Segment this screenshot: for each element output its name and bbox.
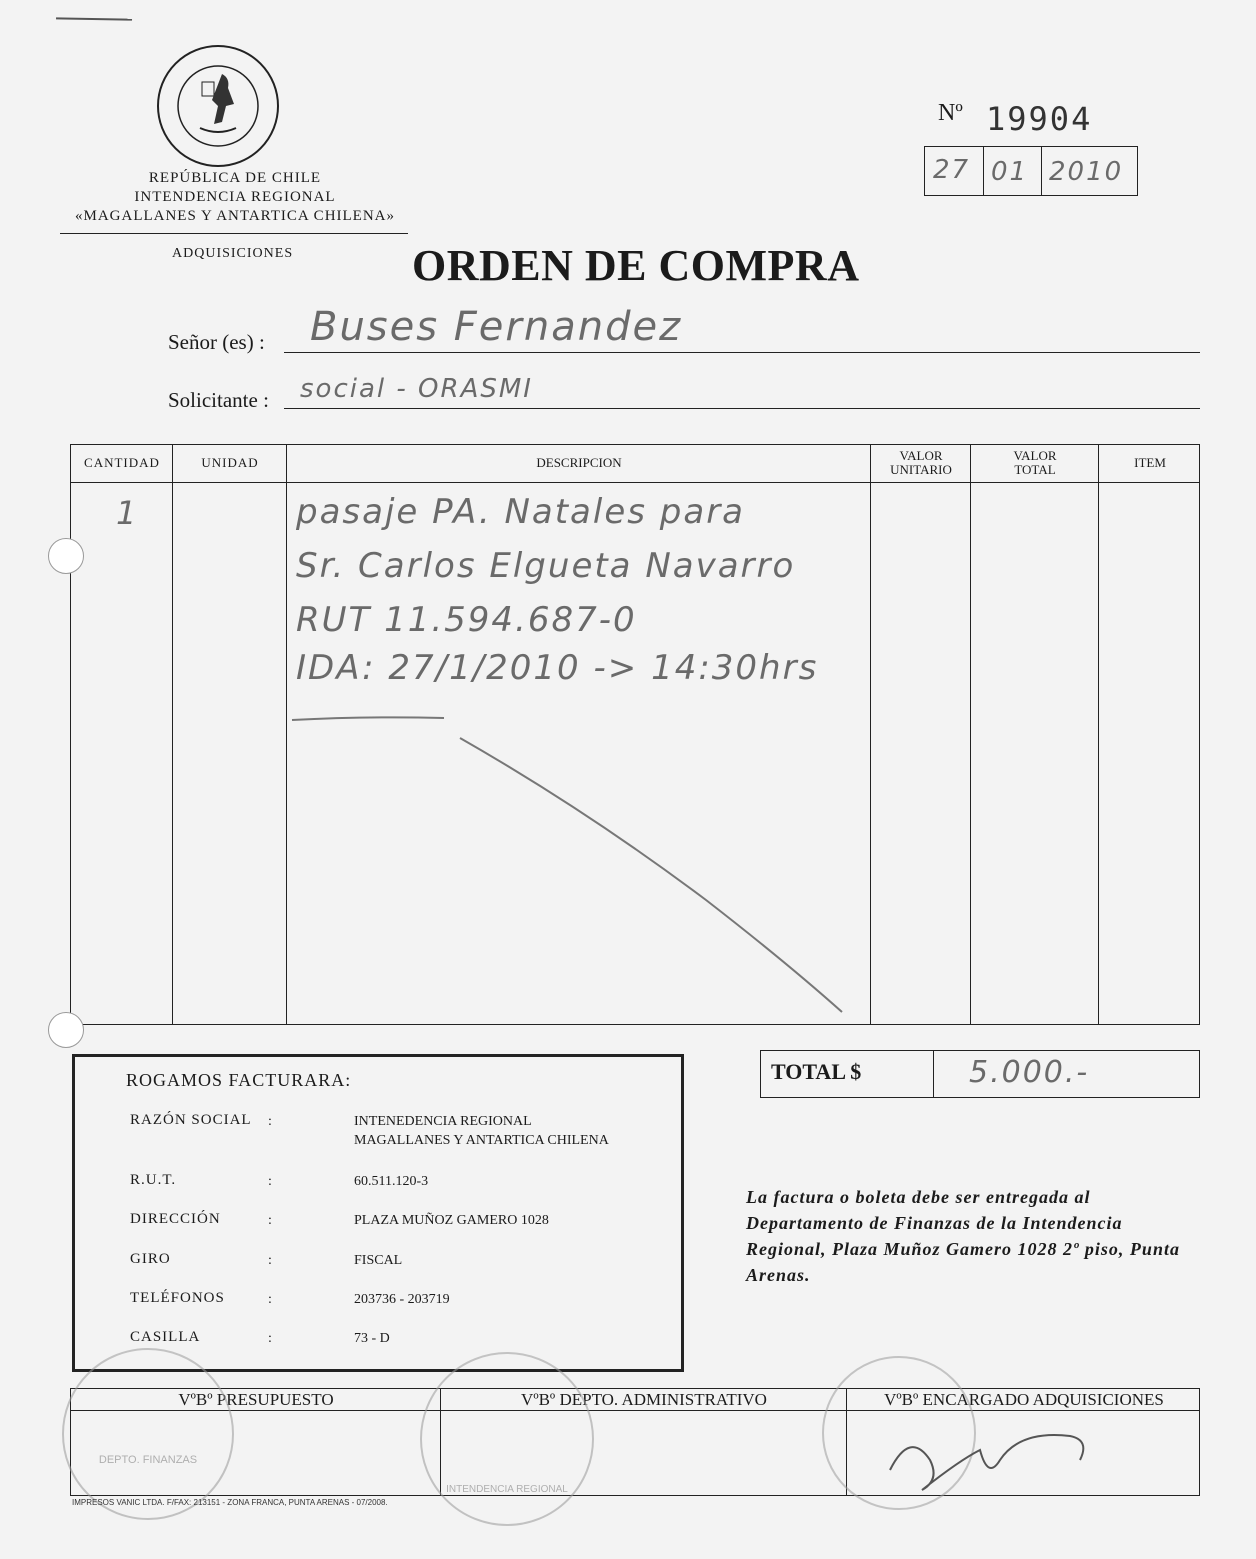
billing-value-casilla: 73 - D [354, 1331, 390, 1346]
header-valor-unitario-2: UNITARIO [890, 462, 952, 477]
billing-label-telefonos: TELÉFONOS [130, 1290, 225, 1306]
finance-stamp-center [420, 1352, 594, 1526]
org-line-1: REPÚBLICA DE CHILE [148, 170, 322, 186]
header-valor-unitario-1: VALOR [899, 448, 943, 463]
billing-colon: : [268, 1292, 272, 1307]
billing-colon: : [268, 1253, 272, 1268]
billing-value-razon-social-2: MAGALLANES Y ANTARTICA CHILENA [354, 1133, 609, 1148]
number-label: Nº [938, 100, 963, 126]
pen-mark [56, 17, 132, 24]
billing-colon: : [268, 1213, 272, 1228]
billing-value-direccion: PLAZA MUÑOZ GAMERO 1028 [354, 1213, 549, 1228]
description-line-3: RUT 11.594.687-0 [296, 600, 637, 640]
date-year: 2010 [1049, 157, 1124, 187]
stamp-dept-text: DEPTO. FINANZAS [98, 1454, 198, 1466]
solicitante-label: Solicitante : [168, 388, 269, 412]
table-header-divider [70, 482, 1200, 483]
solicitante-line [284, 408, 1200, 409]
printer-footer: IMPRESOS VANIC LTDA. F/FAX: 213151 - ZONA FRANCA, PUNTA ARENAS - 07/2008. [72, 1498, 388, 1507]
billing-colon: : [268, 1331, 272, 1346]
description-line-2: Sr. Carlos Elgueta Navarro [296, 546, 796, 586]
description-line-4: IDA: 27/1/2010 -> 14:30hrs [296, 648, 819, 688]
header-valor-total-2: TOTAL [1014, 462, 1056, 477]
invoice-notice: La factura o boleta debe ser entregada al Departamento de Finanzas de la Intendencia Regional, Plaza Muñoz Gamero 1028 2º piso, Punta Arenas. [746, 1187, 1180, 1285]
billing-label-giro: GIRO [130, 1251, 171, 1267]
billing-value-telefonos: 203736 - 203719 [354, 1292, 450, 1307]
approval-adquisiciones: VºBº ENCARGADO ADQUISICIONES [884, 1390, 1164, 1409]
billing-value-giro: FISCAL [354, 1253, 403, 1268]
date-box [924, 146, 1138, 196]
billing-colon: : [268, 1114, 272, 1129]
approval-administrativo: VºBº DEPTO. ADMINISTRATIVO [521, 1390, 767, 1409]
total-box [760, 1050, 1200, 1098]
billing-value-rut: 60.511.120-3 [354, 1174, 429, 1189]
header-item: ITEM [1134, 455, 1166, 470]
approval-presupuesto: VºBº PRESUPUESTO [178, 1390, 334, 1409]
org-line-3: «MAGALLANES Y ANTARTICA CHILENA» [74, 208, 396, 224]
department-label: ADQUISICIONES [172, 246, 294, 261]
billing-label-razon-social: RAZÓN SOCIAL [130, 1112, 252, 1128]
billing-value-razon-social-1: INTENEDENCIA REGIONAL [354, 1114, 532, 1129]
org-line-2: INTENDENCIA REGIONAL [134, 189, 336, 205]
billing-title: ROGAMOS FACTURARA: [126, 1070, 352, 1090]
billing-colon: : [268, 1174, 272, 1189]
billing-label-rut: R.U.T. [130, 1172, 177, 1188]
header-cantidad: CANTIDAD [84, 455, 160, 470]
stamp-org-text: INTENDENCIA REGIONAL [446, 1484, 568, 1495]
total-label: TOTAL $ [771, 1059, 862, 1084]
strike-through-lines [286, 700, 870, 1020]
signature [870, 1410, 1110, 1510]
solicitante-value: social - ORASMI [300, 374, 533, 404]
seal-icon [156, 44, 280, 168]
total-value: 5.000.- [969, 1055, 1090, 1090]
header-unidad: UNIDAD [201, 455, 259, 470]
senor-label: Señor (es) : [168, 330, 265, 354]
billing-label-direccion: DIRECCIÓN [130, 1211, 221, 1227]
finance-stamp-left [62, 1348, 234, 1520]
senor-value: Buses Fernandez [310, 304, 683, 350]
row-cantidad: 1 [116, 494, 139, 532]
date-day: 27 [933, 155, 971, 185]
date-month: 01 [991, 157, 1029, 187]
emblem-seal [156, 44, 280, 168]
binder-hole-bottom [48, 1012, 84, 1048]
description-line-1: pasaje PA. Natales para [296, 492, 746, 532]
header-descripcion: DESCRIPCION [536, 455, 622, 470]
number-value: 19904 [986, 100, 1093, 138]
header-divider [60, 233, 408, 234]
form-title: ORDEN DE COMPRA [412, 241, 860, 290]
billing-label-casilla: CASILLA [130, 1329, 201, 1345]
header-valor-total-1: VALOR [1013, 448, 1057, 463]
senor-line [284, 352, 1200, 353]
binder-hole-top [48, 538, 84, 574]
